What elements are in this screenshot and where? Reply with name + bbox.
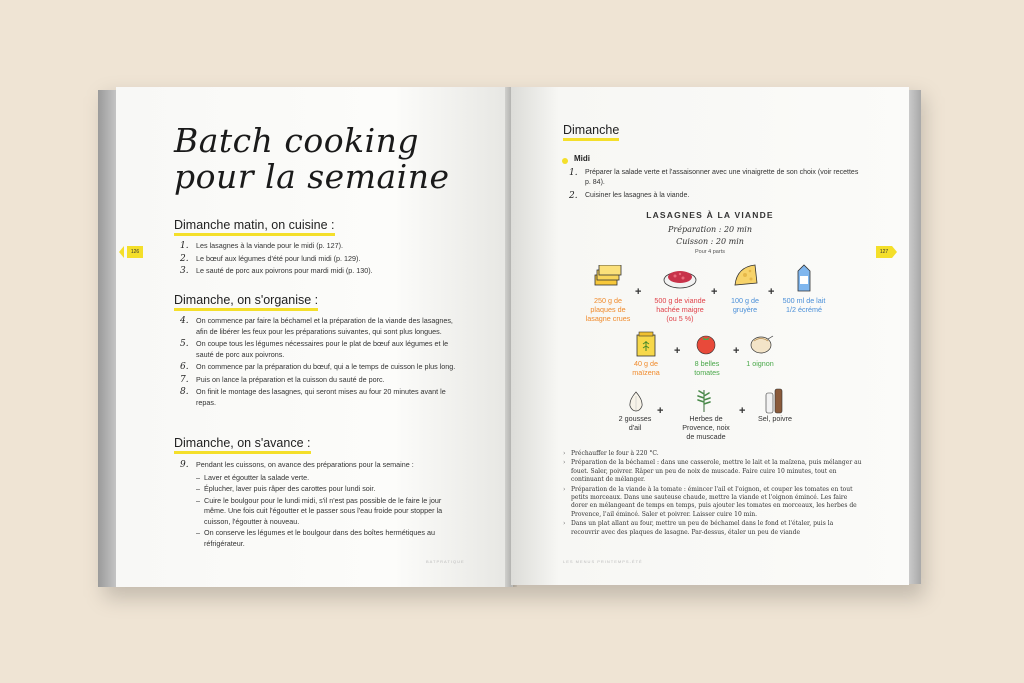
ingredient-tomatoes bbox=[681, 359, 733, 377]
ingredient-label-line: (ou 5 %) bbox=[666, 314, 694, 323]
page-title bbox=[174, 123, 450, 195]
subheading-midi: Midi bbox=[574, 154, 590, 163]
ingredient-label-line: 250 g de bbox=[594, 296, 622, 305]
plus-sign: + bbox=[768, 286, 775, 298]
title-line-1: Batch cooking bbox=[174, 121, 420, 160]
instruction-step: › Préparation de la béchamel : dans une casserole, mettre le lait et la maïzena, puis mélanger au fouet. Saler, poivrer. Râper un peu de noix de muscade. Faire cuire 10 minutes, tout en continuant de mélanger. bbox=[563, 459, 862, 484]
list-item: 3. Le sauté de porc aux poivrons pour mardi midi (p. 130). bbox=[180, 266, 373, 276]
list-avance bbox=[180, 460, 460, 550]
ingredient-label-line: 1/2 écrémé bbox=[786, 305, 822, 314]
ingredient-label-line: de muscade bbox=[686, 432, 726, 441]
recipe-title: LASAGNES À LA VIANDE bbox=[646, 210, 774, 220]
ingredient-label-line: 2 gousses bbox=[618, 414, 652, 423]
bullet-dot bbox=[562, 158, 568, 164]
lasagna-sheets-icon bbox=[593, 265, 623, 291]
plus-sign: + bbox=[739, 405, 746, 417]
ingredient-herbs bbox=[671, 414, 741, 441]
instruction-step: › Préparation de la viande à la tomate : émincer l'ail et l'oignon, et couper les tomates en tout petits morceaux. Dans une sauteuse chaude, mettre la viande et l'oignon émincé. Les faire dorer en mélangeant de temps en temps, puis ajouter les tomates en morceaux, les herbes de Provence, l'ail émincé. Saler et poivrer. Laisser cuire 10 min. bbox=[563, 485, 857, 518]
ingredient-label-line: 500 ml de lait bbox=[782, 296, 826, 305]
ingredient-label-line: 100 g de bbox=[731, 296, 759, 305]
ingredient-label-line: 40 g de bbox=[634, 359, 658, 368]
recipe-instructions bbox=[563, 450, 863, 538]
ingredient-label-line: 1 oignon bbox=[746, 359, 774, 368]
book-cover-edge-right bbox=[907, 90, 921, 584]
list-item: 2. Cuisiner les lasagnes à la viande. bbox=[569, 191, 690, 201]
sub-list bbox=[196, 473, 460, 550]
tomato-icon bbox=[694, 331, 718, 355]
salt-pepper-icon bbox=[764, 387, 784, 415]
portions: Pour 4 parts bbox=[695, 249, 725, 255]
ingredient-label-line: Sel, poivre bbox=[758, 414, 792, 423]
instruction-step: › Préchauffer le four à 220 °C. bbox=[563, 450, 659, 457]
list-item: 4. On commence par faire la béchamel et la préparation de la viande des lasagnes, afin de libérer les feux pour les préparations suivantes, qui sont plus longues. bbox=[180, 316, 453, 336]
page-number: 127 bbox=[876, 246, 892, 258]
ingredient-label-line: tomates bbox=[694, 368, 720, 377]
sub-list-item: – Laver et égoutter la salade verte. bbox=[196, 472, 310, 482]
instruction-step: › Dans un plat allant au four, mettre un peu de béchamel dans le fond et l'étaler, puis la recouvrir avec des plaques de lasagne. Par-dessus, étaler un peu de viande bbox=[563, 520, 834, 536]
right-page bbox=[511, 87, 909, 585]
ingredient-meat bbox=[643, 296, 717, 323]
section-heading-avance: Dimanche, on s'avance : bbox=[174, 436, 311, 454]
list-cuisine bbox=[180, 241, 460, 279]
ingredient-label-line: lasagne crues bbox=[585, 314, 631, 323]
plus-sign: + bbox=[674, 345, 681, 357]
prep-time: Préparation : 20 min bbox=[668, 225, 752, 234]
sub-list-item: – Cuire le boulgour pour le lundi midi, s'il n'est pas possible de le faire le jour même. Une fois cuit l'égoutter et le passer sous l'eau froide pour stopper la cuisson, l'égoutter à nouveau. bbox=[196, 495, 443, 526]
ingredient-onion bbox=[737, 359, 783, 368]
list-organise bbox=[180, 316, 460, 410]
garlic-icon bbox=[626, 390, 646, 412]
book-cover-edge-left bbox=[98, 90, 118, 587]
cheese-icon bbox=[733, 263, 759, 291]
ingredient-salt-pepper bbox=[747, 414, 803, 423]
ingredient-label-line: Provence, noix bbox=[682, 423, 730, 432]
sub-list-item: – On conserve les légumes et le boulgour dans des boîtes hermétiques au réfrigérateur. bbox=[196, 528, 435, 548]
herbs-icon bbox=[693, 387, 715, 413]
list-item: 1. Les lasagnes à la viande pour le midi (p. 127). bbox=[180, 241, 344, 251]
ingredient-milk bbox=[773, 296, 835, 314]
ingredient-label-line: hachée maigre bbox=[656, 305, 704, 314]
ingredient-label-line: 500 g de viande bbox=[654, 296, 706, 305]
ingredient-cheese bbox=[721, 296, 769, 314]
list-item: 1. Préparer la salade verte et l'assaisonner avec une vinaigrette de son choix (voir recettes p. 84). bbox=[569, 168, 859, 186]
left-page bbox=[116, 87, 513, 587]
plus-sign: + bbox=[657, 405, 664, 417]
title-line-2: pour la semaine bbox=[174, 157, 450, 196]
sub-list-item: – Éplucher, laver puis râper des carottes pour lundi soir. bbox=[196, 484, 376, 493]
page-footer: LES MENUS PRINTEMPS-ÉTÉ bbox=[563, 559, 643, 564]
minced-meat-icon bbox=[663, 267, 697, 289]
page-number: 126 bbox=[127, 246, 143, 258]
list-item: 9. Pendant les cuissons, on avance des préparations pour la semaine : bbox=[180, 460, 414, 470]
milk-carton-icon bbox=[795, 263, 813, 293]
section-heading-dimanche: Dimanche bbox=[563, 123, 619, 141]
ingredient-label-line: 8 belles bbox=[694, 359, 720, 368]
ingredient-label-line: plaques de bbox=[590, 305, 626, 314]
ingredient-label-line: gruyère bbox=[732, 305, 758, 314]
list-item: 5. On coupe tous les légumes nécessaires pour le plat de bœuf aux légumes et le sauté de porc aux poivrons. bbox=[180, 339, 449, 359]
list-midi bbox=[569, 168, 859, 203]
ingredient-label-line: d'ail bbox=[628, 423, 642, 432]
ingredient-cornstarch bbox=[619, 359, 673, 377]
ingredient-garlic bbox=[609, 414, 661, 432]
cook-time: Cuisson : 20 min bbox=[676, 237, 744, 246]
ingredient-label-line: Herbes de bbox=[689, 414, 723, 423]
list-item: 7. Puis on lance la préparation et la cuisson du sauté de porc. bbox=[180, 374, 385, 385]
plus-sign: + bbox=[733, 345, 740, 357]
ingredient-lasagna bbox=[579, 296, 637, 323]
list-item: 2. Le bœuf aux légumes d'été pour lundi midi (p. 129). bbox=[180, 253, 361, 264]
ingredient-label-line: maïzena bbox=[632, 368, 660, 377]
section-heading-organise: Dimanche, on s'organise : bbox=[174, 293, 318, 311]
plus-sign: + bbox=[711, 286, 718, 298]
list-item: 8. On finit le montage des lasagnes, qui seront mises au four 20 minutes avant le repas. bbox=[180, 387, 446, 407]
list-item: 6. On commence par la préparation du bœuf, qui a le temps de cuisson le plus long. bbox=[180, 362, 456, 372]
onion-icon bbox=[748, 333, 774, 355]
section-heading-cuisine: Dimanche matin, on cuisine : bbox=[174, 218, 335, 236]
plus-sign: + bbox=[635, 286, 642, 298]
page-footer: BATPRATIQUE bbox=[426, 559, 465, 564]
cornstarch-icon bbox=[635, 331, 657, 357]
